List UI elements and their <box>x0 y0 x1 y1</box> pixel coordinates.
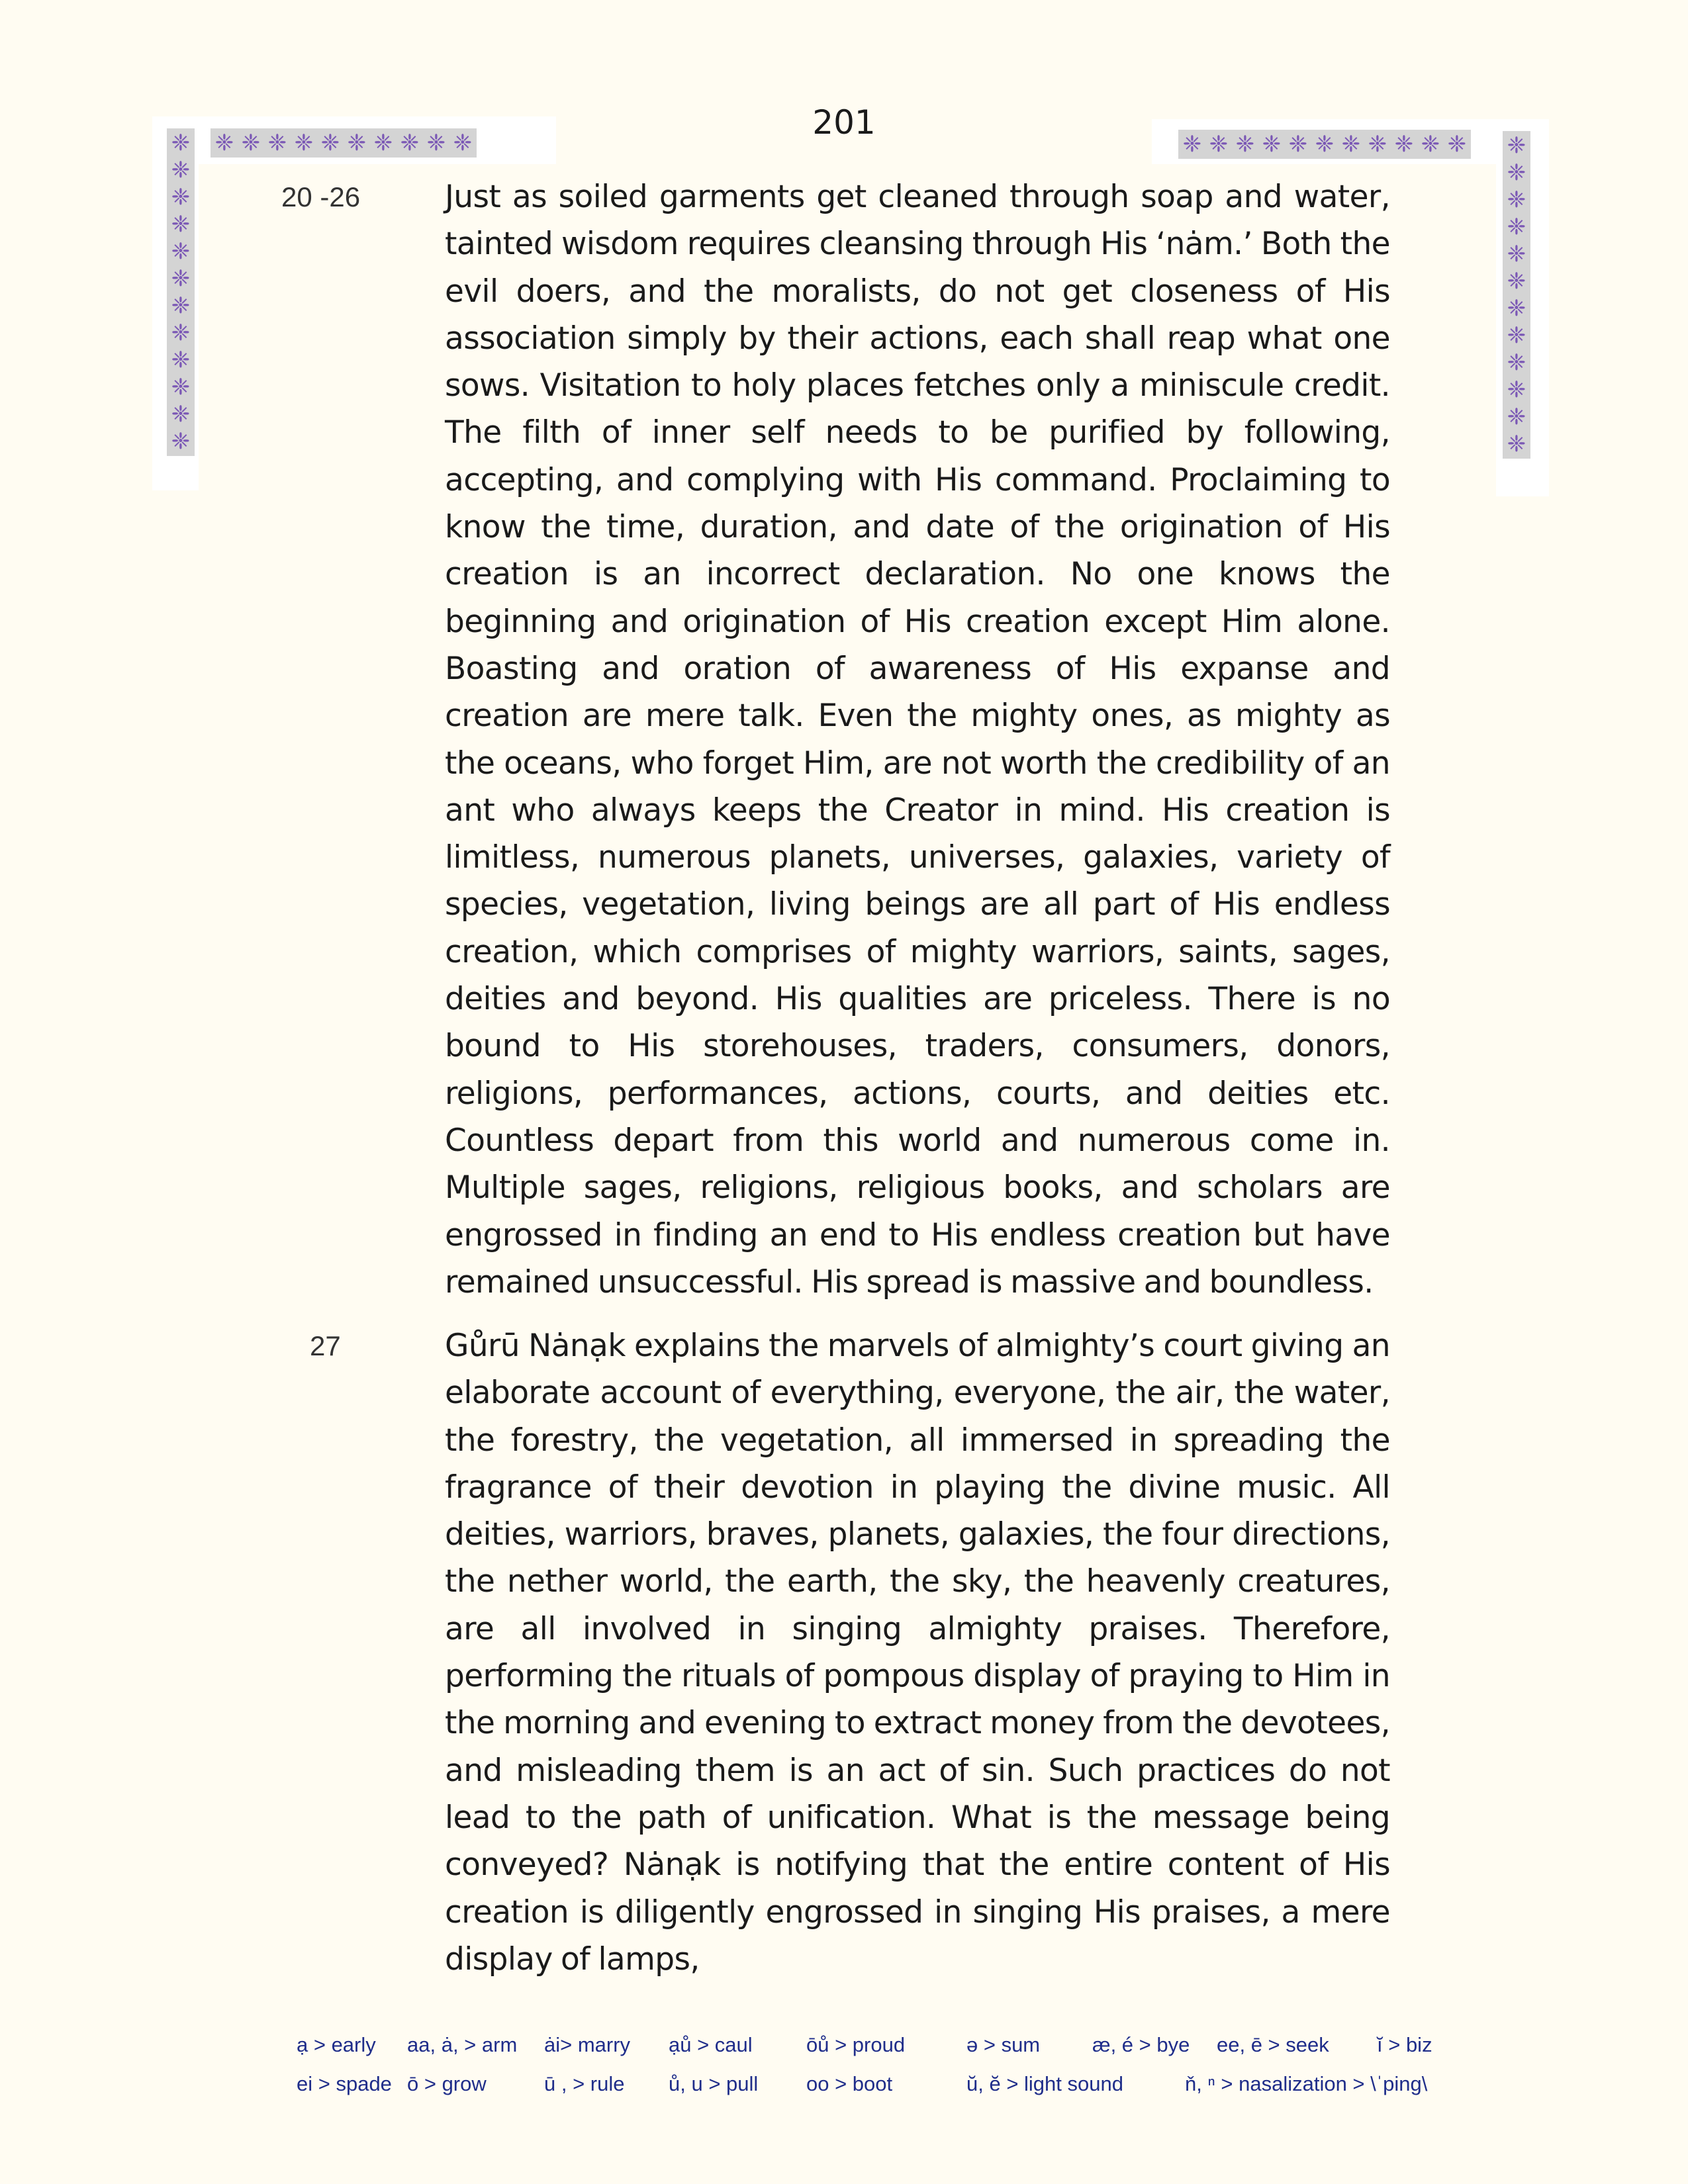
verse-number-label: 27 <box>310 1330 341 1361</box>
ornament-flower-icon: ❈ <box>1182 131 1202 158</box>
ornament-flower-icon: ❈ <box>1507 241 1526 267</box>
ornament-flower-icon: ❈ <box>347 130 367 156</box>
ornament-flower-icon: ❈ <box>214 130 234 156</box>
key-item: oo > boot <box>806 2072 893 2095</box>
ornament-flower-icon: ❈ <box>294 130 314 156</box>
ornament-flower-icon: ❈ <box>171 184 191 210</box>
key-item: ů, u > pull <box>669 2072 759 2095</box>
right-ornament-border <box>1503 131 1530 459</box>
ornament-flower-icon: ❈ <box>171 130 191 156</box>
ornament-flower-icon: ❈ <box>1209 131 1229 158</box>
ornament-flower-icon: ❈ <box>1507 349 1526 376</box>
verse-number-label: 20 -26 <box>281 181 361 212</box>
key-item: ĭ > biz <box>1377 2033 1432 2056</box>
key-item: ū , > rule <box>544 2072 625 2095</box>
ornament-flower-icon: ❈ <box>1507 295 1526 322</box>
ornament-flower-icon: ❈ <box>171 428 191 455</box>
ornament-flower-icon: ❈ <box>171 347 191 373</box>
ornament-flower-icon: ❈ <box>426 130 446 156</box>
ornament-flower-icon: ❈ <box>1507 187 1526 213</box>
ornament-flower-icon: ❈ <box>171 238 191 265</box>
ornament-flower-icon: ❈ <box>1507 377 1526 403</box>
left-ornament-border <box>167 128 195 456</box>
key-item: ei > spade <box>297 2072 392 2095</box>
ornament-flower-icon: ❈ <box>171 211 191 238</box>
ornament-flower-icon: ❈ <box>241 130 261 156</box>
ornament-flower-icon: ❈ <box>1341 131 1361 158</box>
key-item: ee, ē > seek <box>1217 2033 1329 2056</box>
ornament-flower-icon: ❈ <box>267 130 287 156</box>
ornament-flower-icon: ❈ <box>1262 131 1282 158</box>
ornament-flower-icon: ❈ <box>171 320 191 346</box>
ornament-flower-icon: ❈ <box>171 374 191 400</box>
ornament-flower-icon: ❈ <box>320 130 340 156</box>
ornament-flower-icon: ❈ <box>373 130 393 156</box>
ornament-flower-icon: ❈ <box>1507 431 1526 457</box>
ornament-flower-icon: ❈ <box>171 401 191 428</box>
section-body-text: Gůrū Nȧnạk explains the marvels of almighty’s court giving an elaborate account of everything, everyone, the air, the water, the forestry, the vegetation, all immersed in spreading the fragrance of their devotion in playing the divine music. All deities, warriors, braves, planets, galaxies, the four directions, the nether world, the earth, the sky, the heavenly creatures, are all involved in singing almighty praises. Therefore, performing the rituals of pompous display of praying to Him in the morning and evening to extract money from the devotees, and misleading them is an act of sin. Such practices do not lead to the path of unification. What is the message being conveyed? Nȧnạk is notifying that the entire content of His creation is diligently engrossed in singing His praises, a mere display of lamps, <box>445 1328 1390 1978</box>
ornament-flower-icon: ❈ <box>453 130 473 156</box>
ornament-flower-icon: ❈ <box>1507 159 1526 186</box>
top-right-ornament-border <box>1178 130 1471 159</box>
ornament-flower-icon: ❈ <box>400 130 420 156</box>
ornament-flower-icon: ❈ <box>171 293 191 319</box>
key-item: ạ > early <box>297 2033 376 2056</box>
ornament-flower-icon: ❈ <box>1507 322 1526 349</box>
ornament-flower-icon: ❈ <box>1507 214 1526 240</box>
ornament-flower-icon: ❈ <box>1288 131 1308 158</box>
key-item: æ, é > bye <box>1092 2033 1190 2056</box>
top-left-ornament-border <box>211 128 477 158</box>
ornament-flower-icon: ❈ <box>1368 131 1387 158</box>
key-item: ȧi> marry <box>544 2033 631 2056</box>
key-item: aa, ȧ, > arm <box>407 2033 518 2056</box>
page-number: 201 <box>812 103 876 142</box>
ornament-flower-icon: ❈ <box>1447 131 1467 158</box>
ornament-flower-icon: ❈ <box>171 265 191 292</box>
section-body-text: Just as soiled garments get cleaned through soap and water, tainted wisdom requires cleansing through His ‘nȧm.’ Both the evil doers, and the moralists, do not get closeness of His association simply by their actions, each shall reap what one sows. Visitation to holy places fetches only a miniscule credit. The filth of inner self needs to be purified by following, accepting, and complying with His command. Proclaiming to know the time, duration, and date of the origination of His creation is an incorrect declaration. No one knows the beginning and origination of His creation except Him alone. Boasting and oration of awareness of His expanse and creation are mere talk. Even the mighty ones, as mighty as the oceans, who forget Him, are not worth the credibility of an ant who always keeps the Creator in mind. His creation is limitless, numerous planets, universes, galaxies, variety of species, vegetation, living beings are all part of His endless creation, which comprises of mighty warriors, saints, sages, deities and beyond. His qualities are priceless. There is no bound to His storehouses, traders, consumers, donors, religions, performances, actions, courts, and deities etc. Countless depart from this world and numerous come in. Multiple sages, religions, religious books, and scholars are engrossed in finding an end to His endless creation but have remained unsuccessful. His spread is massive and boundless. <box>445 179 1390 1300</box>
ornament-flower-icon: ❈ <box>1315 131 1335 158</box>
key-item: ạů > caul <box>669 2033 753 2056</box>
key-item: ŭ, ĕ > light sound <box>966 2072 1123 2095</box>
key-item: ə > sum <box>966 2033 1041 2056</box>
key-item: ōů > proud <box>806 2033 906 2056</box>
key-item: ō > grow <box>407 2072 487 2095</box>
ornament-flower-icon: ❈ <box>1394 131 1414 158</box>
ornament-flower-icon: ❈ <box>171 157 191 183</box>
key-item: ň, ⁿ > nasalization > \ˈping\ <box>1185 2072 1428 2095</box>
ornament-flower-icon: ❈ <box>1235 131 1255 158</box>
ornament-flower-icon: ❈ <box>1507 132 1526 159</box>
ornament-flower-icon: ❈ <box>1507 404 1526 430</box>
ornament-flower-icon: ❈ <box>1421 131 1440 158</box>
ornament-flower-icon: ❈ <box>1507 268 1526 295</box>
